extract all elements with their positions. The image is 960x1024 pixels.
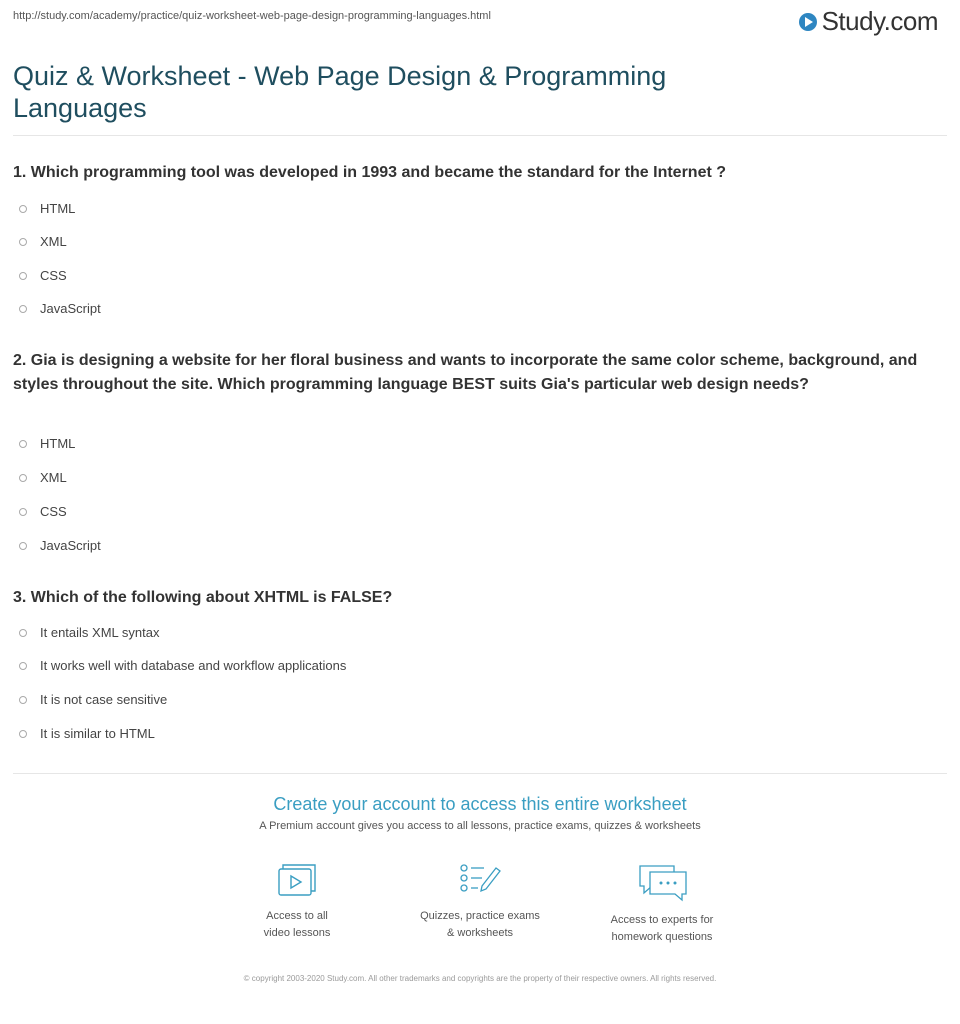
option-label: JavaScript — [40, 538, 101, 553]
copyright-notice: © copyright 2003-2020 Study.com. All other trademarks and copyrights are the property of their respective owners. All rights reserved. — [243, 974, 717, 983]
radio-button[interactable] — [19, 508, 27, 516]
option-q3-b[interactable] — [19, 658, 346, 673]
question-2: 2. Gia is designing a website for her floral business and wants to incorporate the same color scheme, background, and styles throughout the site. Which programming language BEST suits Gia's particular web design needs? — [13, 352, 918, 393]
option-label: XML — [40, 234, 67, 249]
option-q2-b[interactable] — [19, 470, 67, 485]
radio-button[interactable] — [19, 305, 27, 313]
radio-button[interactable] — [19, 629, 27, 637]
feature-video-lessons — [212, 862, 382, 942]
option-label: HTML — [40, 201, 76, 216]
option-q1-c[interactable] — [19, 268, 67, 283]
option-label: It is not case sensitive — [40, 692, 168, 707]
chat-bubble-icon — [634, 862, 690, 902]
option-q3-c[interactable] — [19, 692, 167, 707]
option-q2-a[interactable] — [19, 436, 75, 451]
radio-button[interactable] — [19, 474, 27, 482]
option-label: CSS — [40, 268, 67, 283]
option-q1-b[interactable] — [19, 234, 67, 249]
option-q1-d[interactable] — [19, 301, 101, 316]
radio-button[interactable] — [19, 205, 27, 213]
video-lesson-icon — [275, 862, 319, 898]
radio-button[interactable] — [19, 696, 27, 704]
radio-button[interactable] — [19, 542, 27, 550]
option-q1-a[interactable] — [19, 201, 75, 216]
radio-button[interactable] — [19, 662, 27, 670]
option-q2-c[interactable] — [19, 504, 67, 519]
option-q2-d[interactable] — [19, 538, 101, 553]
feature-experts — [577, 862, 747, 946]
logo-text: Study.com — [821, 6, 938, 36]
quiz-checklist-icon — [456, 862, 504, 898]
question-3: 3. Which of the following about XHTML is FALSE? — [13, 589, 393, 606]
feature-quizzes — [395, 862, 565, 942]
create-account-link[interactable]: Create your account to access this entire worksheet — [273, 794, 687, 814]
page-title: Quiz & Worksheet - Web Page Design & Programming Languages — [13, 61, 667, 123]
option-q3-a[interactable] — [19, 625, 159, 640]
play-icon — [799, 13, 817, 31]
option-label: JavaScript — [40, 301, 101, 316]
radio-button[interactable] — [19, 730, 27, 738]
divider — [13, 135, 947, 136]
option-label: HTML — [40, 436, 76, 451]
option-q3-d[interactable] — [19, 726, 155, 741]
cta-subtitle: A Premium account gives you access to all lessons, practice exams, quizzes & worksheets — [259, 820, 701, 832]
page-url: http://study.com/academy/practice/quiz-worksheet-web-page-design-programming-languages.html — [13, 10, 491, 22]
option-label: CSS — [40, 504, 67, 519]
radio-button[interactable] — [19, 238, 27, 246]
option-label: XML — [40, 470, 67, 485]
radio-button[interactable] — [19, 272, 27, 280]
feature-label: Access to all video lessons — [263, 910, 331, 939]
radio-button[interactable] — [19, 440, 27, 448]
study-logo[interactable] — [799, 6, 938, 37]
feature-label: Access to experts for homework questions — [610, 914, 714, 943]
divider — [13, 773, 947, 774]
option-label: It is similar to HTML — [40, 726, 155, 741]
option-label: It entails XML syntax — [40, 625, 160, 640]
feature-label: Quizzes, practice exams & worksheets — [420, 910, 540, 939]
option-label: It works well with database and workflow applications — [40, 658, 347, 673]
question-1: 1. Which programming tool was developed in 1993 and became the standard for the Internet ? — [13, 164, 727, 181]
